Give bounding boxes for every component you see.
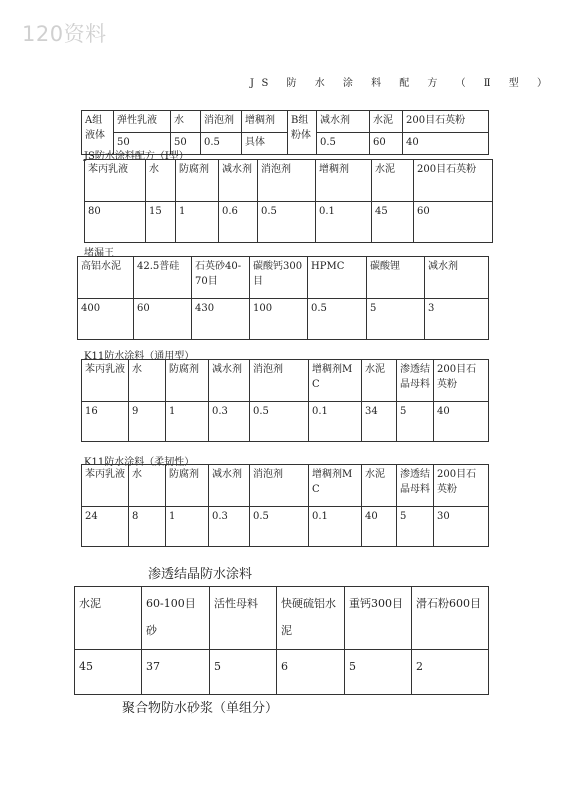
footer-caption: 聚合物防水砂浆（单组分） xyxy=(122,701,279,716)
value-cell: 0.5 xyxy=(250,507,309,547)
header-cell: 减水剂 xyxy=(209,360,250,402)
header-cell: 水泥 xyxy=(372,160,414,202)
value-cell: 37 xyxy=(142,650,210,695)
section-caption: 堵漏王 xyxy=(84,248,114,259)
header-cell: 60-100目砂 xyxy=(142,587,210,650)
header-cell: 消泡剂 xyxy=(250,465,309,507)
header-cell: 重钙300目 xyxy=(345,587,412,650)
header-cell: 苯丙乳液 xyxy=(82,360,129,402)
value-cell: 34 xyxy=(362,402,397,442)
header-cell: 增稠剂MC xyxy=(309,360,362,402)
value-cell: 8 xyxy=(129,507,166,547)
value-cell: 100 xyxy=(250,299,308,340)
value-cell: 6 xyxy=(277,650,345,695)
value-cell: 0.5 xyxy=(250,402,309,442)
value-cell: 0.6 xyxy=(219,202,258,243)
header-cell: 水 xyxy=(171,111,201,133)
value-cell: 5 xyxy=(397,507,434,547)
header-cell: 渗透结晶母料 xyxy=(397,465,434,507)
value-cell: 16 xyxy=(82,402,129,442)
js-type1-table xyxy=(84,159,493,243)
value-cell: 5 xyxy=(210,650,277,695)
b-group-label: B组粉体 xyxy=(288,111,317,155)
value-cell: 0.5 xyxy=(308,299,367,340)
header-cell: 减水剂 xyxy=(209,465,250,507)
value-cell: 0.1 xyxy=(316,202,372,243)
value-cell: 0.5 xyxy=(201,133,242,155)
header-cell: 快硬硫铝水泥 xyxy=(277,587,345,650)
value-cell: 40 xyxy=(403,133,489,155)
value-cell: 0.3 xyxy=(209,402,250,442)
header-cell: 42.5普硅 xyxy=(134,257,192,299)
header-cell: 石英砂40-70目 xyxy=(192,257,250,299)
section-caption: 渗透结晶防水涂料 xyxy=(148,567,253,582)
value-cell: 40 xyxy=(434,402,489,442)
header-cell: 高铝水泥 xyxy=(78,257,134,299)
value-cell: 80 xyxy=(85,202,146,243)
value-cell: 50 xyxy=(114,133,171,155)
value-cell: 15 xyxy=(146,202,176,243)
value-cell: 400 xyxy=(78,299,134,340)
watermark: 120资料 xyxy=(22,22,107,46)
page-title: JS 防 水 涂 料 配 方 （ Ⅱ 型 ） xyxy=(250,78,555,89)
header-cell: 消泡剂 xyxy=(258,160,316,202)
header-cell: 防腐剂 xyxy=(166,360,209,402)
header-cell: 200目石英粉 xyxy=(434,360,489,402)
header-cell: 碳酸钙300目 xyxy=(250,257,308,299)
value-cell: 0.1 xyxy=(309,507,362,547)
value-cell: 0.1 xyxy=(309,402,362,442)
value-cell: 9 xyxy=(129,402,166,442)
header-cell: 200目石英粉 xyxy=(434,465,489,507)
header-cell: 减水剂 xyxy=(219,160,258,202)
plugging-table xyxy=(77,256,489,340)
header-cell: 200目石英粉 xyxy=(403,111,489,133)
header-cell: 消泡剂 xyxy=(201,111,242,133)
header-cell: 防腐剂 xyxy=(166,465,209,507)
k11-flexible-table xyxy=(81,464,489,547)
header-cell: 防腐剂 xyxy=(176,160,219,202)
header-cell: 水泥 xyxy=(370,111,403,133)
value-cell: 1 xyxy=(176,202,219,243)
value-cell: 430 xyxy=(192,299,250,340)
value-cell: 40 xyxy=(362,507,397,547)
header-cell: 水 xyxy=(129,360,166,402)
value-cell: 1 xyxy=(166,507,209,547)
value-cell: 1 xyxy=(166,402,209,442)
value-cell: 50 xyxy=(171,133,201,155)
value-cell: 30 xyxy=(434,507,489,547)
header-cell: 减水剂 xyxy=(425,257,489,299)
header-cell: 200目石英粉 xyxy=(414,160,493,202)
header-cell: 水泥 xyxy=(362,465,397,507)
section-caption: JS防水涂料配方（Ⅰ型） xyxy=(84,151,189,162)
value-cell: 2 xyxy=(412,650,489,695)
section-caption: K11防水涂料（通用型） xyxy=(84,351,195,362)
value-cell: 具体 xyxy=(242,133,288,155)
header-cell: 苯丙乳液 xyxy=(85,160,146,202)
header-cell: 增稠剂MC xyxy=(309,465,362,507)
crystalline-table xyxy=(74,586,489,695)
header-cell: 增稠剂 xyxy=(242,111,288,133)
value-cell: 24 xyxy=(82,507,129,547)
header-cell: 碳酸锂 xyxy=(367,257,425,299)
header-cell: 弹性乳液 xyxy=(114,111,171,133)
value-cell: 0.5 xyxy=(317,133,370,155)
value-cell: 0.5 xyxy=(258,202,316,243)
header-cell: 水 xyxy=(129,465,166,507)
header-cell: 苯丙乳液 xyxy=(82,465,129,507)
header-cell: 水泥 xyxy=(75,587,142,650)
header-cell: 水 xyxy=(146,160,176,202)
value-cell: 5 xyxy=(367,299,425,340)
header-cell: 消泡剂 xyxy=(250,360,309,402)
value-cell: 45 xyxy=(75,650,142,695)
value-cell: 5 xyxy=(397,402,434,442)
header-cell: 渗透结晶母料 xyxy=(397,360,434,402)
header-cell: 增稠剂 xyxy=(316,160,372,202)
value-cell: 45 xyxy=(372,202,414,243)
value-cell: 0.3 xyxy=(209,507,250,547)
header-cell: 滑石粉600目 xyxy=(412,587,489,650)
value-cell: 5 xyxy=(345,650,412,695)
header-cell: 减水剂 xyxy=(317,111,370,133)
k11-general-table xyxy=(81,359,489,442)
value-cell: 3 xyxy=(425,299,489,340)
header-cell: 活性母料 xyxy=(210,587,277,650)
section-caption: K11防水涂料（柔韧性） xyxy=(84,457,195,468)
value-cell: 60 xyxy=(414,202,493,243)
header-cell: HPMC xyxy=(308,257,367,299)
header-cell: 水泥 xyxy=(362,360,397,402)
value-cell: 60 xyxy=(370,133,403,155)
a-group-label: A组液体 xyxy=(82,111,114,155)
value-cell: 60 xyxy=(134,299,192,340)
